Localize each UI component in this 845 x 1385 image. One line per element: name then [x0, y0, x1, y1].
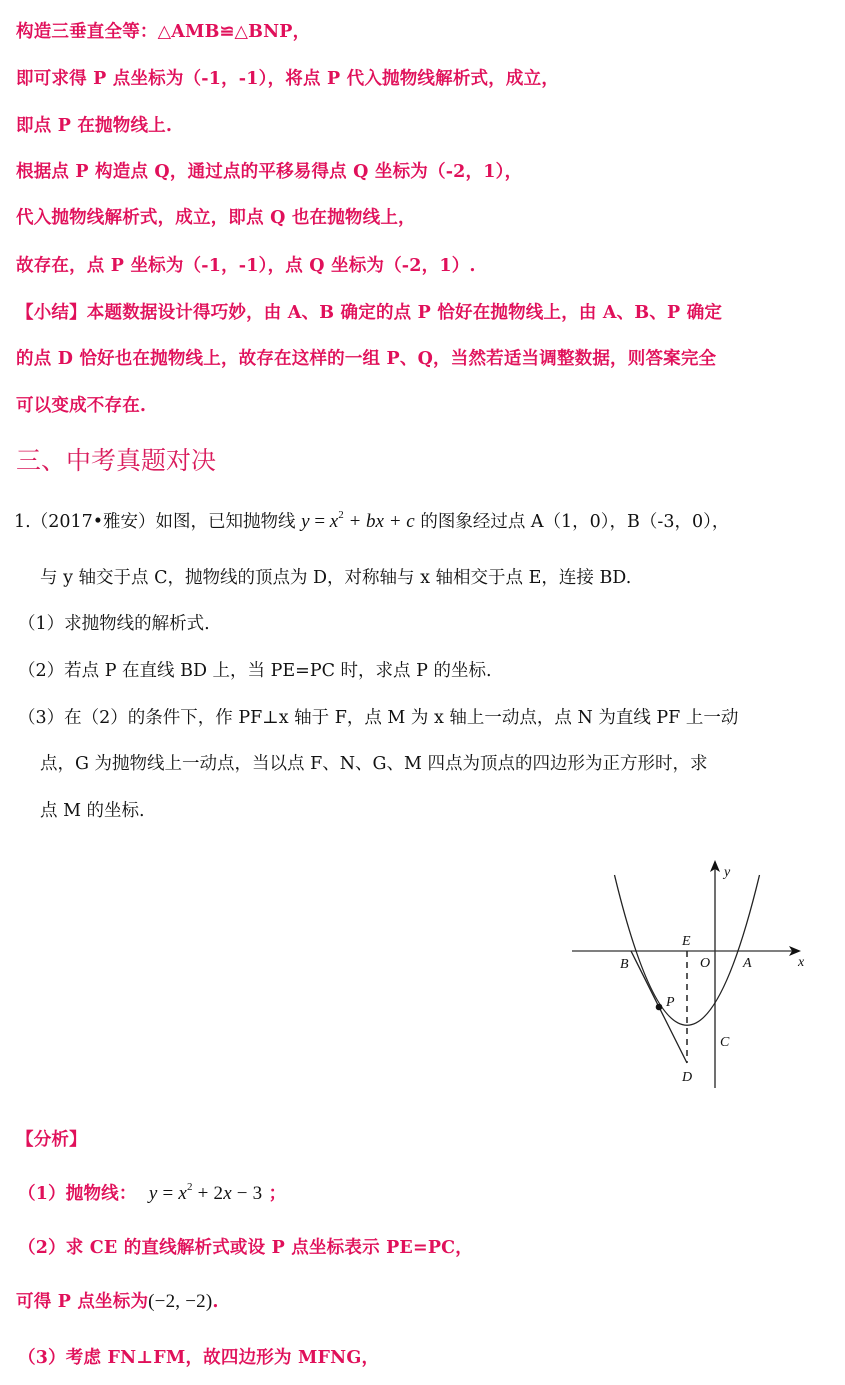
label-p: P: [666, 995, 675, 1010]
formula-y: y: [148, 1183, 158, 1204]
analysis-part-2-line-1: （2）求 CE 的直线解析式或设 P 点坐标表示 PE=PC，: [18, 1238, 474, 1258]
formula-x: x: [178, 1183, 187, 1204]
problem-intro-prefix: 1.（2017•雅安）如图，已知抛物线: [14, 512, 296, 532]
label-o: O: [700, 956, 711, 971]
problem-part-3-line-2: 点，G 为抛物线上一动点，当以点 F、N、G、M 四点为顶点的四边形为正方形时，求: [40, 754, 708, 774]
solution-line-4: 根据点 P 构造点 Q，通过点的平移易得点 Q 坐标为（-2，1），: [16, 162, 523, 182]
summary-line-2: 的点 D 恰好也在抛物线上，故存在这样的一组 P、Q，当然若适当调整数据，则答案完全: [16, 349, 717, 369]
formula-rest1: + 2: [192, 1183, 224, 1204]
label-x: x: [798, 955, 805, 970]
formula-x: x: [329, 511, 339, 532]
label-a: A: [743, 956, 752, 971]
problem-part-3-line-3: 点 M 的坐标.: [40, 801, 145, 821]
formula-rest: + bx + c: [343, 511, 415, 532]
label-d: D: [682, 1070, 693, 1085]
formula-eq: =: [309, 511, 330, 532]
analysis-part-2-line-2: [16, 1290, 219, 1314]
analysis-part-1-label: （1）抛物线：: [18, 1184, 137, 1204]
analysis-part-1: [18, 1182, 286, 1206]
section-heading: 三、中考真题对决: [16, 446, 217, 475]
problem-intro-line-2: 与 y 轴交于点 C，抛物线的顶点为 D，对称轴与 x 轴相交于点 E，连接 BD.: [40, 568, 632, 588]
solution-line-3: 即点 P 在抛物线上.: [16, 116, 173, 136]
analysis-part-1-tail: ；: [268, 1184, 287, 1204]
problem-part-3: （3）在（2）的条件下，作 PF⊥x 轴于 F，点 M 为 x 轴上一动点，点 N 为直线 PF 上一动: [18, 708, 739, 728]
solution-line-5: 代入抛物线解析式，成立，即点 Q 也在抛物线上，: [16, 208, 416, 228]
analysis-p-coord-prefix: 可得 P 点坐标为: [16, 1292, 149, 1312]
analysis-formula: [149, 1183, 262, 1204]
formula-rest2: − 3: [231, 1183, 263, 1204]
problem-intro-suffix: 的图象经过点 A（1，0），B（-3，0），: [420, 512, 730, 532]
point-p-dot: [656, 1004, 663, 1011]
problem-part-1: （1）求抛物线的解析式.: [18, 614, 210, 634]
analysis-part-3-line-1: （3）考虑 FN⊥FM，故四边形为 MFNG，: [18, 1348, 380, 1368]
analysis-p-coord-tail: .: [212, 1292, 219, 1312]
problem-part-2: （2）若点 P 在直线 BD 上，当 PE=PC 时，求点 P 的坐标.: [18, 661, 492, 681]
formula-x2: x: [223, 1183, 232, 1204]
formula-exp: 2: [338, 509, 344, 521]
summary-line-1: 【小结】本题数据设计得巧妙，由 A、B 确定的点 P 恰好在抛物线上，由 A、B、P 确定: [16, 303, 723, 323]
solution-line-1: 构造三垂直全等：△AMB≌△BNP，: [16, 22, 311, 42]
formula-eq: =: [157, 1183, 179, 1204]
solution-line-2: 即可求得 P 点坐标为（-1，-1），将点 P 代入抛物线解析式，成立，: [16, 69, 560, 89]
formula-exp: 2: [186, 1181, 193, 1193]
analysis-title: 【分析】: [16, 1130, 87, 1150]
formula-y: y: [301, 511, 310, 532]
summary-line-3: 可以变成不存在.: [16, 396, 147, 416]
label-b: B: [620, 957, 629, 972]
label-y: y: [724, 865, 731, 880]
solution-line-6: 故存在，点 P 坐标为（-1，-1），点 Q 坐标为（-2，1）.: [16, 256, 476, 276]
parabola-curve: [615, 875, 760, 1025]
analysis-p-coord: (−2, −2): [148, 1291, 213, 1312]
label-e: E: [682, 934, 691, 949]
label-c: C: [720, 1035, 730, 1050]
